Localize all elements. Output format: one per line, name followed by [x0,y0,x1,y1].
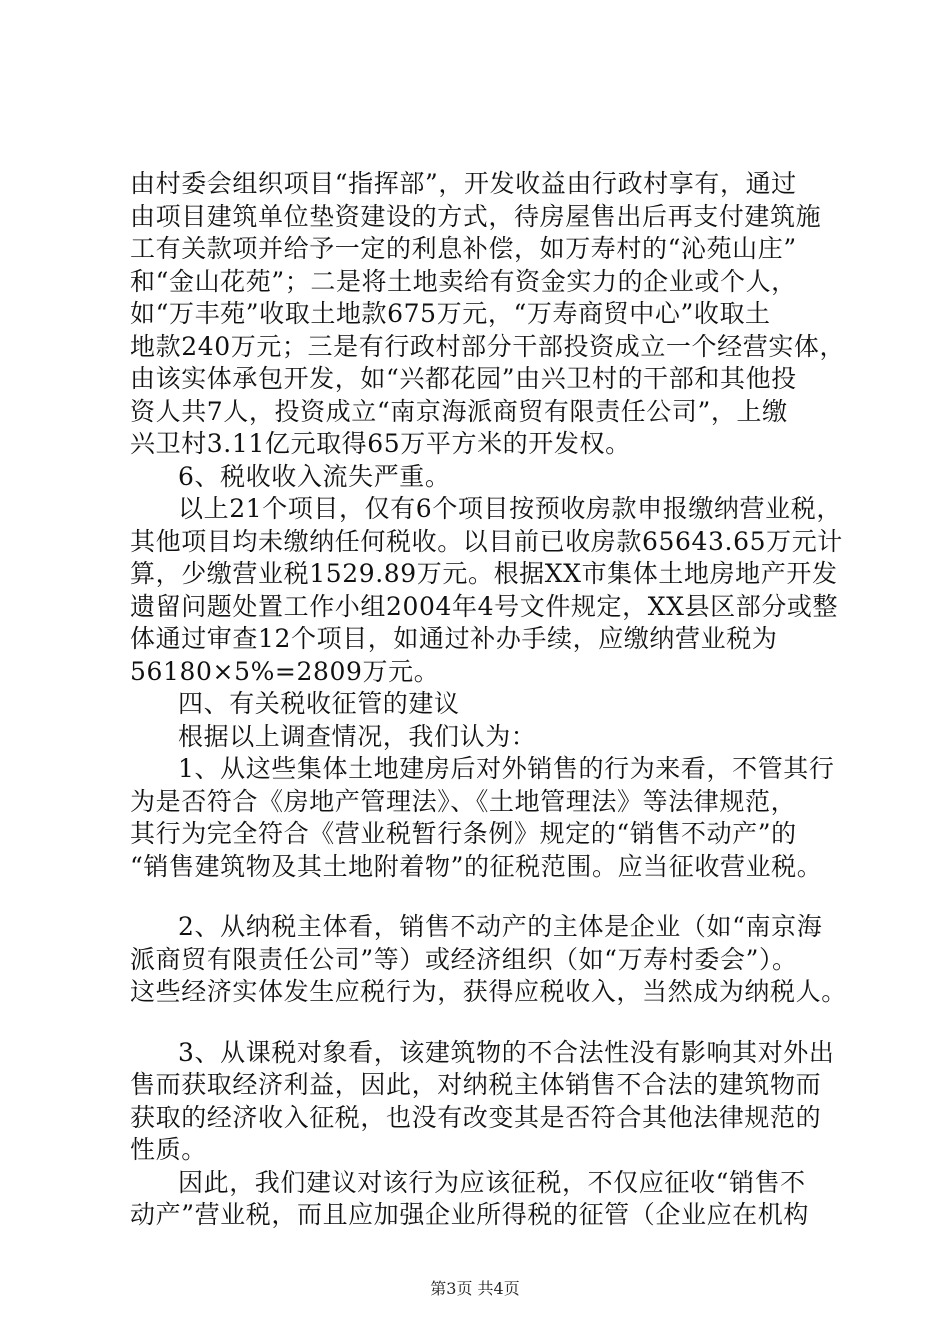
page-number: 第3页 共4页 [430,1279,520,1298]
text-line: “销售建筑物及其土地附着物”的征税范围。应当征收营业税。 [130,851,823,881]
text-line: 根据以上调查情况，我们认为： [178,721,537,751]
text-line: 动产”营业税，而且应加强企业所得税的征管（企业应在机构 [130,1200,809,1229]
text-line: 地款240万元；三是有行政村部分干部投资成立一个经营实体， [130,331,846,361]
text-line: 性质。 [130,1135,207,1164]
text-line: 3、从课税对象看，该建筑物的不合法性没有影响其对外出 [178,1037,835,1067]
text-line: 派商贸有限责任公司”等）或经济组织（如“万寿村委会”）。 [130,944,798,974]
text-line: 由村委会组织项目“指挥部”，开发收益由行政村享有，通过 [130,169,797,198]
text-line: 工有关款项并给予一定的利息补偿，如万寿村的“沁苑山庄” [130,234,797,263]
text-line: 遗留问题处置工作小组2004年4号文件规定，XX县区部分或整 [130,591,839,621]
text-line: 为是否符合《房地产管理法》、《土地管理法》等法律规范， [130,786,797,816]
text-line: 这些经济实体发生应税行为，获得应税收入，当然成为纳税人。 [130,977,847,1006]
text-line: 售而获取经济利益，因此，对纳税主体销售不合法的建筑物而 [130,1070,822,1099]
text-line: 和“金山花苑”；二是将土地卖给有资金实力的企业或个人， [130,266,797,296]
text-line: 因此，我们建议对该行为应该征税，不仅应征收“销售不 [178,1167,806,1197]
document-body [130,168,847,1232]
text-line: 资人共7人，投资成立“南京海派商贸有限责任公司”，上缴 [130,396,788,426]
text-line: 其行为完全符合《营业税暂行条例》规定的“销售不动产”的 [130,819,797,848]
text-line: 1、从这些集体土地建房后对外销售的行为来看，不管其行 [178,754,835,783]
text-line: 56180×5%=2809万元。 [130,656,440,686]
text-line: 体通过审查12个项目，如通过补办手续，应缴纳营业税为 [130,624,778,653]
text-line: 获取的经济收入征税，也没有改变其是否符合其他法律规范的 [130,1102,822,1132]
text-line: 以上21个项目，仅有6个项目按预收房款申报缴纳营业税， [178,494,842,523]
text-line: 由项目建筑单位垫资建设的方式，待房屋售出后再支付建筑施 [130,201,822,231]
text-line: 其他项目均未缴纳任何税收。以目前已收房款65643.65万元计 [130,526,843,556]
text-line: 如“万丰苑”收取土地款675万元，“万寿商贸中心”收取土 [130,299,771,328]
text-line: 兴卫村3.11亿元取得65万平方米的开发权。 [130,429,631,458]
text-line: 算，少缴营业税1529.89万元。根据XX市集体土地房地产开发 [130,559,838,588]
text-line: 2、从纳税主体看，销售不动产的主体是企业（如“南京海 [178,912,823,941]
section-heading: 四、有关税收征管的建议 [178,689,460,718]
section-heading: 6、税收收入流失严重。 [178,461,451,491]
text-line: 由该实体承包开发，如“兴都花园”由兴卫村的干部和其他投 [130,364,797,393]
